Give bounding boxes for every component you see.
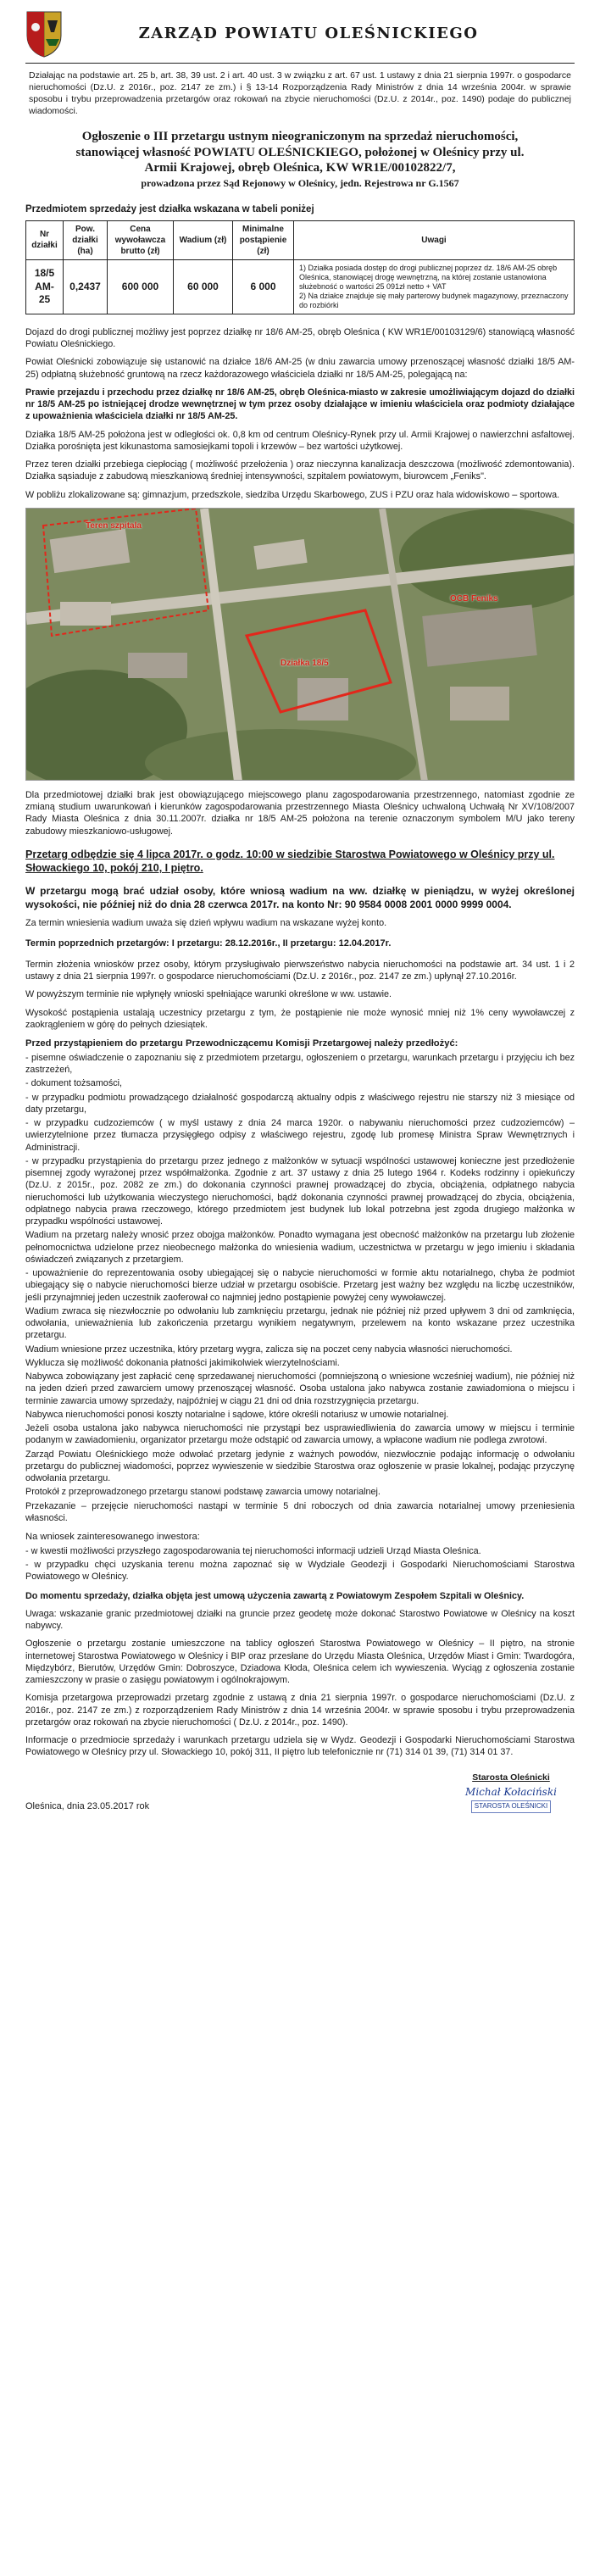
list-item: Przekazanie – przejęcie nieruchomości nastąpi w terminie 5 dni roboczych od dnia zawarcia notarialnej umowy przeniesienia własności.	[25, 1500, 575, 1523]
list-item: - w kwestii możliwości przyszłego zagospodarowania tej nieruchomości informacji udzieli Urząd Miasta Oleśnica.	[25, 1545, 481, 1556]
increment-paragraph: Wysokość postąpienia ustalają uczestnicy przetargu z tym, że postąpienie nie może wynosić mniej niż 1% ceny wywoławczej z zaokrągleniem w górę do pełnych dziesiątek.	[25, 1007, 575, 1030]
zoning-paragraph: Dla przedmiotowej działki brak jest obowiązującego miejscowego planu zagospodarowania przestrzennego, natomiast zgodnie ze zmianą studium uwarunkowań i kierunków zagospodarowania przestrzennego Miasta Oleśnicy uchwaloną Uchwałą Nr XV/108/2007 Rady Miasta Oleśnica z dnia 30.11.2007r. działka nr 18/5 AM-25 położona na terenie oznaczonym symbolem M/U jako tereny zabudowy mieszkaniowo-usługowej.	[25, 789, 575, 837]
auction-place: Przetarg odbędzie się 4 lipca 2017r. o godz. 10:00 w siedzibie Starostwa Powiatowego w Oleśnicy przy ul. Słowackiego 10, pokój 210, I piętro.	[25, 848, 555, 875]
notice-title: Ogłoszenie o III przetargu ustnym nieograniczonym na sprzedaż nieruchomości, stanowiącej własność POWIATU OLEŚNICKIEGO, położonej w Oleśnicy przy ul. Armii Krajowej, obręb Oleśnica, KW WR1E/00102822/7,	[75, 130, 525, 175]
cell-notes	[294, 260, 575, 314]
list-item: Wyklucza się możliwość dokonania płatności jakimikolwiek wierzytelnościami.	[25, 1357, 340, 1368]
previous-auctions: Termin poprzednich przetargów: I przetargu: 28.12.2016r., II przetargu: 12.04.2017r.	[25, 938, 392, 949]
info-heading: Na wniosek zainteresowanego inwestora:	[25, 1532, 200, 1543]
table-header-row	[26, 220, 575, 260]
coat-of-arms-icon	[25, 10, 63, 58]
access-paragraph: Dojazd do drogi publicznej możliwy jest poprzez działkę nr 18/6 AM-25, obręb Oleśnica ( KW WR1E/00103129/6) stanowiącą własność Powiatu Oleśnickiego.	[25, 326, 575, 350]
lending-agreement-paragraph: Do momentu sprzedaży, działka objęta jest umową użyczenia zawartą z Powiatowym Zespołem Szpitali w Oleśnicy.	[25, 1590, 525, 1601]
wadium-note: Za termin wniesienia wadium uważa się dzień wpływu wadium na wskazane wyżej konto.	[25, 918, 387, 929]
note-2: 2) Na działce znajduje się mały parterowy budynek magazynowy, przeznaczony do rozbiórki	[299, 291, 569, 309]
table-row	[26, 260, 575, 314]
col-deposit: Wadium (zł)	[174, 220, 233, 260]
easement-paragraph: Powiat Oleśnicki zobowiązuje się ustanowić na działce 18/6 AM-25 (w dniu zawarcia umowy przenoszącej własność działki 18/5 AM-25) odpłatną służebność gruntową na rzecz każdorazowego właściciela działki nr 18/5 AM-25, polegającą na:	[25, 357, 575, 380]
list-item: - w przypadku przystąpienia do przetargu przez jednego z małżonków w sytuacji wspólności ustawowej konieczne jest przedłożenie pisemnej zgody wyrażonej przez współmałżonka. Zgodnie z art. 37 ustawy z dnia 25 lutego 1964 r. Kodeks rodzinny i opiekuńczy (Dz.U. z 2015r., poz. 2082 ze zm.) do dokonania czynności prawnej prowadzącej do zbycia, obciążenia, odpłatnego nabycia nieruchomości lub użytkowania wieczystego nieruchomości, bądź dokonania czynności prawnej prowadzącej do zbycia, obciążenia, odpłatnego nabycia prawa rzeczowego, którego przedmiotem jest budynek lub lokal potrzebna jest zgoda drugiego małżonka w przypadku wspólności ustawowej.	[25, 1155, 575, 1227]
cell-deposit: 60 000	[174, 260, 233, 314]
list-item: - upoważnienie do reprezentowania osoby ubiegającej się o nabycie nieruchomości w formie aktu notarialnego, chyba że podmiot ubiegający się o nabycie nieruchomości bierze udział w przetargu osobiście. Przetarg jest ważny bez względu na liczbę uczestników, jeśli przynajmniej jeden uczestnik zaoferował co najmniej jedno postąpienie powyżej ceny wywoławczej.	[25, 1268, 575, 1303]
neighbourhood-paragraph: W pobliżu zlokalizowane są: gimnazjum, przedszkole, siedziba Urzędu Skarbowego, ZUS i PZU oraz hala widowiskowo – sportowa.	[25, 489, 560, 500]
wadium-paragraph: W przetargu mogą brać udział osoby, które wniosą wadium na ww. działkę w pieniądzu, w wyżej określonej wysokości, nie później niż do dnia 28 czerwca 2017r. na konto Nr: 90 9584 0008 2001 0000 9999 0004.	[25, 885, 575, 911]
list-item: - w przypadku cudzoziemców ( w myśl ustawy z dnia 24 marca 1920r. o nabywaniu nieruchomości przez cudzoziemców) – uwierzytelnione przez tłumacza przysięgłego odpisy z właściwego rejestru, zgodę lub promesę Ministra Spraw Wewnętrznych i Administracji.	[25, 1118, 575, 1153]
document-footer	[25, 1772, 575, 1813]
map-label-feniks: OCB Feniks	[450, 593, 498, 604]
signature-icon: Michał Kołaciński	[465, 1785, 557, 1798]
list-item: Jeżeli osoba ustalona jako nabywca nieruchomości nie przystąpi bez usprawiedliwienia do zawarcia umowy w miejscu i terminie podanym w zawiadomieniu, organizator przetargu może odstąpić od zawarcia umowy, a wpłacone wadium nie podlega zwrotowi.	[25, 1423, 575, 1446]
commission-paragraph: Komisja przetargowa przeprowadzi przetarg zgodnie z ustawą z dnia 21 sierpnia 1997r. o gospodarce nieruchomościami (Dz.U. z 2016r., poz. 2147 ze zm.) z rozporządzeniem Rady Ministrów z dnia 14 września 2004r. w sprawie sposobu i trybu przeprowadzenia przetargów oraz rokowań na zbycie nieruchomości ( Dz.U. z 2014r., poz. 1490).	[25, 1693, 575, 1728]
map-label-hospital: Teren szpitala	[86, 520, 142, 531]
list-item: - dokument tożsamości,	[25, 1078, 123, 1089]
list-item: Wadium zwraca się niezwłocznie po odwołaniu lub zamknięciu przetargu, jednak nie później niż przed upływem 3 dni od zamknięcia, odwołania, unieważnienia lub zakończenia przetargu wynikiem negatywnym, przelewem na konto wskazane przez uczestnika przetargu.	[25, 1305, 575, 1341]
notice-subtitle: prowadzona przez Sąd Rejonowy w Oleśnicy, jedn. Rejestrowa nr G.1567	[141, 177, 459, 190]
signatory-title: Starosta Oleśnicki	[472, 1772, 550, 1783]
location-paragraph: Działka 18/5 AM-25 położona jest w odległości ok. 0,8 km od centrum Oleśnicy-Rynek przy ul. Armii Krajowej o nawierzchni asfaltowej. Działka porośnięta jest kikunastoma samosiejkami topoli i krzewów – bez wartości użytkowej.	[25, 429, 575, 452]
list-item: Wadium wniesione przez uczestnika, który przetarg wygra, zalicza się na poczet ceny nabycia własności nieruchomości.	[25, 1344, 513, 1355]
list-item: - pisemne oświadczenie o zapoznaniu się z przedmiotem przetargu, ogłoszeniem o przetargu, warunkach przetargu i przyjęciu ich bez zastrzeżeń,	[25, 1052, 575, 1076]
note-1: 1) Działka posiada dostęp do drogi publicznej poprzez dz. 18/6 AM-25 obręb Oleśnica, stanowiącej drogę wewnętrzną, na której zostanie ustanowiona służebność o wartości 25 091zł netto + VAT	[299, 264, 558, 291]
list-item: - w przypadku podmiotu prowadzącego działalność gospodarczą aktualny odpis z właściwego rejestru nie starszy niż 3 miesiące od daty przetargu,	[25, 1092, 575, 1115]
document-header	[25, 10, 575, 64]
list-item: Protokół z przeprowadzonego przetargu stanowi podstawę zawarcia umowy notarialnej.	[25, 1487, 381, 1498]
utilities-paragraph: Przez teren działki przebiega ciepłociąg ( możliwość przełożenia ) oraz nieczynna kanalizacja deszczowa (możliwość zdemontowania). Działka sąsiaduje z zabudową mieszkaniową średniej intensywności, szpitalem powiatowym, biurowcem „Feniks".	[25, 459, 575, 482]
list-item: Wadium na przetarg należy wnosić przez obojga małżonków. Ponadto wymagana jest obecność małżonków na przetargu lub złożenie pełnomocnictwa udzielone przez nieobecnego małżonka do wniesienia wadium, uczestnictwa w przetargu w jego imieniu i składania oświadczeń związanych z przetargiem.	[25, 1230, 575, 1265]
cell-plot: 18/5 AM-25	[26, 260, 64, 314]
list-item: - w przypadku chęci uzyskania terenu można zapoznać się w Wydziale Geodezji i Gospodarki Nieruchomościami Starostwa Powiatowego w Oleśnicy.	[25, 1560, 575, 1583]
col-increment: Minimalne postąpienie (zł)	[233, 220, 294, 260]
header-title: ZARZĄD POWIATU OLEŚNICKIEGO	[138, 25, 479, 43]
legal-basis: Działając na podstawie art. 25 b, art. 38, 39 ust. 2 i art. 40 ust. 3 w związku z art. 67 ust. 1 ustawy z dnia 21 sierpnia 1997r. o gospodarce nieruchomości (Dz.U. z 2016r., poz. 2147 ze zm.) i § 13-14 Rozporządzenia Rady Ministrów z dnia 14 września 2004r. w sprawie sposobu i trybu przeprowadzenia przetargów oraz rokowań na zbycie nieruchomości (Dz.U. z 2014r., poz. 1490) podaje do publicznej wiadomości.	[29, 70, 571, 116]
publication-paragraph: Ogłoszenie o przetargu zostanie umieszczone na tablicy ogłoszeń Starostwa Powiatowego w Oleśnicy – II piętro, na stronie internetowej Starostwa Powiatowego w Oleśnicy i BIP oraz przesłane do Urzędu Miasta Oleśnica, Urzędów Miast i Gmin: Twardogóra, Międzybórz, Bierutów, Urzędów Gmin: Dobroszyce, Dziadowa Kłoda, Oleśnica celem ich wywieszenia. Wyciąg z ogłoszenia zostanie zamieszczony w prasie o zasięgu powiatowym i ogólnokrajowym.	[25, 1639, 575, 1686]
surveyor-note: Uwaga: wskazanie granic przedmiotowej działki na gruncie przez geodetę może dokonać Starostwo Powiatowe w Oleśnicy na koszt nabywcy.	[25, 1608, 575, 1632]
cell-increment: 6 000	[233, 260, 294, 314]
col-price: Cena wywoławcza brutto (zł)	[108, 220, 174, 260]
col-plot: Nr działki	[26, 220, 64, 260]
aerial-photo	[26, 509, 575, 781]
priority-term-paragraph: Termin złożenia wniosków przez osoby, którym przysługiwało pierwszeństwo nabycia nieruchomości na podstawie art. 34 ust. 1 i 2 ustawy z dnia 21 sierpnia 1997r. o gospodarce nieruchomościami (Dz.U. z 2016r., poz. 2147 ze zm.) upłynął 27.10.2016r.	[25, 959, 575, 982]
priority-term-note: W powyższym terminie nie wpłynęły wnioski spełniające warunki określone w ww. ustawie.	[25, 989, 392, 1000]
col-notes: Uwagi	[294, 220, 575, 260]
cell-price: 600 000	[108, 260, 174, 314]
official-stamp: STAROSTA OLEŚNICKI	[471, 1800, 551, 1813]
lot-table	[25, 220, 575, 314]
easement-right-paragraph: Prawie przejazdu i przechodu przez działkę nr 18/6 AM-25, obręb Oleśnica-miasto w zakresie umożliwiającym dojazd do działki nr 18/5 AM-25 po istniejącej drodze wewnętrznej w tym przez osoby działające w imieniu właściciela oraz podmioty działające z upoważnienia właściciela działki nr 18/5 AM-25.	[25, 387, 575, 422]
map-label-plot: Działka 18/5	[281, 658, 329, 668]
col-area: Pow. działki (ha)	[64, 220, 108, 260]
issue-date: Oleśnica, dnia 23.05.2017 rok	[25, 1801, 150, 1812]
aerial-map	[25, 508, 575, 781]
cell-area: 0,2437	[64, 260, 108, 314]
info-list	[25, 1545, 575, 1583]
requirements-heading: Przed przystąpieniem do przetargu Przewodniczącemu Komisji Przetargowej należy przedłożyć:	[25, 1038, 458, 1049]
contact-paragraph: Informacje o przedmiocie sprzedaży i warunkach przetargu udziela się w Wydz. Geodezji i Gospodarki Nieruchomościami Starostwa Powiatowego w Oleśnicy przy ul. Słowackiego 10, pokój 311, II piętro lub telefonicznie nr (71) 314 01 39, (71) 314 01 37.	[25, 1735, 575, 1758]
requirements-list	[25, 1052, 575, 1524]
list-item: Nabywca zobowiązany jest zapłacić cenę sprzedawanej nieruchomości (pomniejszoną o wniesione wcześniej wadium), nie później niż na jeden dzień przed zawarciem umowy przenoszącej własność. Osoba ustalona jako nabywca zostanie zawiadomiona o miejscu i terminie zawarcia umowy sprzedaży, najpóźniej w ciągu 21 dni od dnia rozstrzygnięcia przetargu.	[25, 1371, 575, 1406]
signature-block	[447, 1772, 575, 1813]
table-caption: Przedmiotem sprzedaży jest działka wskazana w tabeli poniżej	[25, 204, 314, 215]
list-item: Zarząd Powiatu Oleśnickiego może odwołać przetarg jedynie z ważnych powodów, niezwłocznie podając informację o odwołaniu przetargu do publicznej wiadomości, poprzez wywieszenie w siedzibie Starostwa oraz ogłoszenie w prasie lokalnej, podając przyczynę odwołania przetargu.	[25, 1449, 575, 1484]
list-item: Nabywca nieruchomości ponosi koszty notarialne i sądowe, które określi notariusz w umowie notarialnej.	[25, 1409, 449, 1420]
